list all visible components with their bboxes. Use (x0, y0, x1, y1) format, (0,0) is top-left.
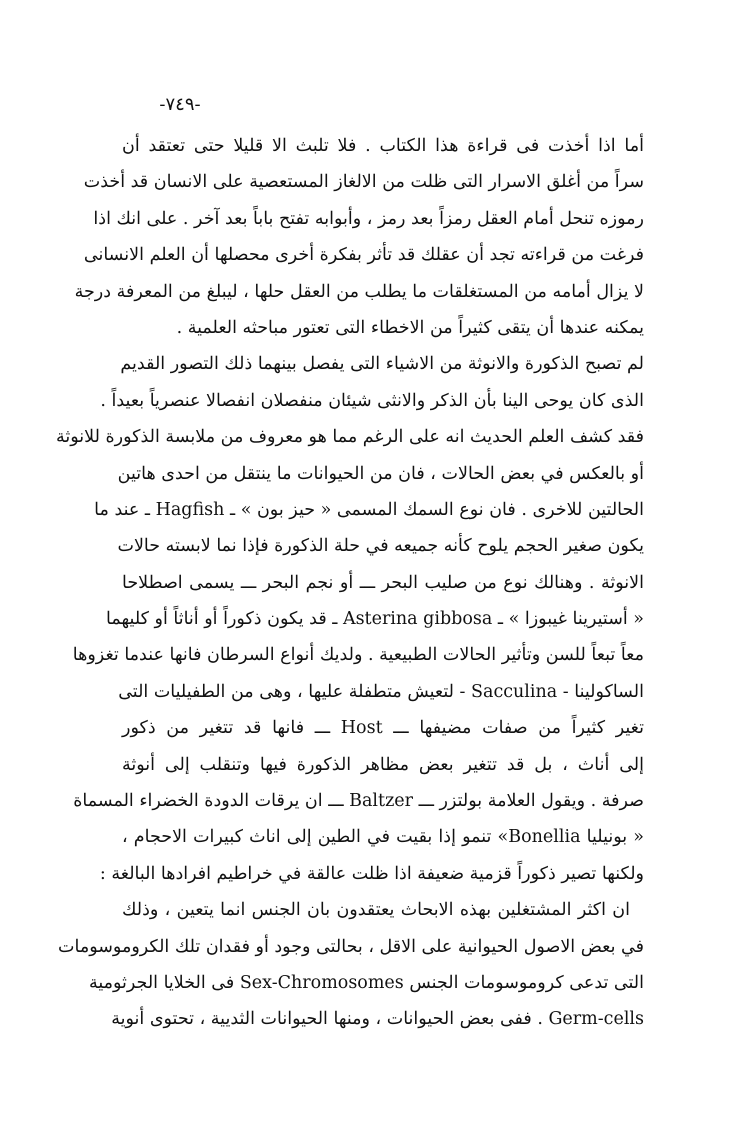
text-line: سراً من أغلق الاسرار التى ظلت من الالغاز المستعصية على الانسان قد أخذت (83, 172, 644, 193)
text-line: يمكنه عندها أن يتقى كثيراً من الاخطاء التى تعتور مباحثه العلمية . (176, 317, 644, 338)
text-line: التى تدعى كروموسومات الجنس Sex-Chromosomes فى الخلايا الجرثومية (88, 972, 644, 993)
text-line: صرفة . ويقول العلامة بولتزر ـــ Baltzer ـــ ان يرقات الدودة الخضراء المسماة (73, 791, 644, 812)
page-number: -٧٤٩- (159, 94, 201, 115)
text-line: في بعض الاصول الحيوانية على الاقل ، بحالتى وجود أو فقدان تلك الكروموسومات (58, 936, 644, 957)
text-line: ان اكثر المشتغلين بهذه الابحاث يعتقدون بان الجنس انما يتعين ، وذلك (122, 900, 630, 921)
text-line: ولكنها تصير ذكوراً قزمية ضعيفة اذا ظلت عالقة في خراطيم افرادها البالغة : (99, 863, 644, 884)
text-line: فقد كشف العلم الحديث انه على الرغم مما هو معروف من ملابسة الذكورة للانوثة (55, 427, 644, 448)
text-line: الذى كان يوحى الينا بأن الذكر والانثى شيئان منفصلان انفصالا عنصرياً بعيداً . (100, 390, 644, 411)
text-line: رموزه تنحل أمام العقل رمزاً بعد رمز ، وأبوابه تفتح باباً بعد آخر . على انك اذا (93, 208, 644, 229)
text-line: فرغت من قراءته تجد أن عقلك قد تأثر بفكرة أخرى محصلها أن العلم الانسانى (83, 245, 644, 266)
text-line: أما اذا أخذت فى قراءة هذا الكتاب . فلا تلبث الا قليلا حتى تعتقد أن (122, 136, 644, 156)
text-line: معاً تبعاً للسن وتأثير الحالات الطبيعية . ولديك أنواع السرطان فانها عندما تغزوها (72, 645, 644, 666)
text-line: الانوثة . وهنالك نوع من صليب البحر ـــ أو نجم البحر ـــ يسمى اصطلاحا (122, 572, 644, 593)
text-line: الساكولينا - Sacculina - لتعيش متطفلة عليها ، وهى من الطفيليات التى (118, 681, 644, 702)
text-line: لا يزال أمامه من المستغلقات ما يطلب من العقل حلها ، ليبلغ من المعرفة درجة (74, 281, 644, 302)
text-line: إلى أناث ، بل قد تتغير بعض مظاهر الذكورة فيها وتنقلب إلى أنوثة (122, 754, 644, 775)
body-text (55, 128, 644, 1038)
text-line: « أستيرينا غيبوزا » ـ Asterina gibbosa ـ قد يكون ذكوراً أو أناثاً أو كليهما (106, 609, 644, 630)
text-line: Germ-cells . ففى بعض الحيوانات ، ومنها الحيوانات الثديية ، تحتوى أنوية (111, 1009, 644, 1030)
text-line: لم تصبح الذكورة والانوثة من الاشياء التى يفصل بينهما ذلك التصور القديم (120, 354, 644, 375)
text-line: يكون صغير الحجم يلوح كأنه جميعه في حلة الذكورة فإذا نما لابسته حالات (117, 536, 644, 557)
text-line: « بونيليا Bonellia» تنمو إذا بقيت في الطين إلى اناث كبيرات الاحجام ، (122, 827, 644, 848)
text-line: الحالتين للاخرى . فان نوع السمك المسمى « حيز بون » ـ Hagfish ـ عند ما (94, 499, 644, 520)
text-line: أو بالعكس في بعض الحالات ، فان من الحيوانات ما ينتقل من احدى هاتين (117, 463, 644, 484)
text-line: تغير كثيراً من صفات مضيفها ـــ Host ـــ فانها قد تتغير من ذكور (122, 718, 644, 739)
